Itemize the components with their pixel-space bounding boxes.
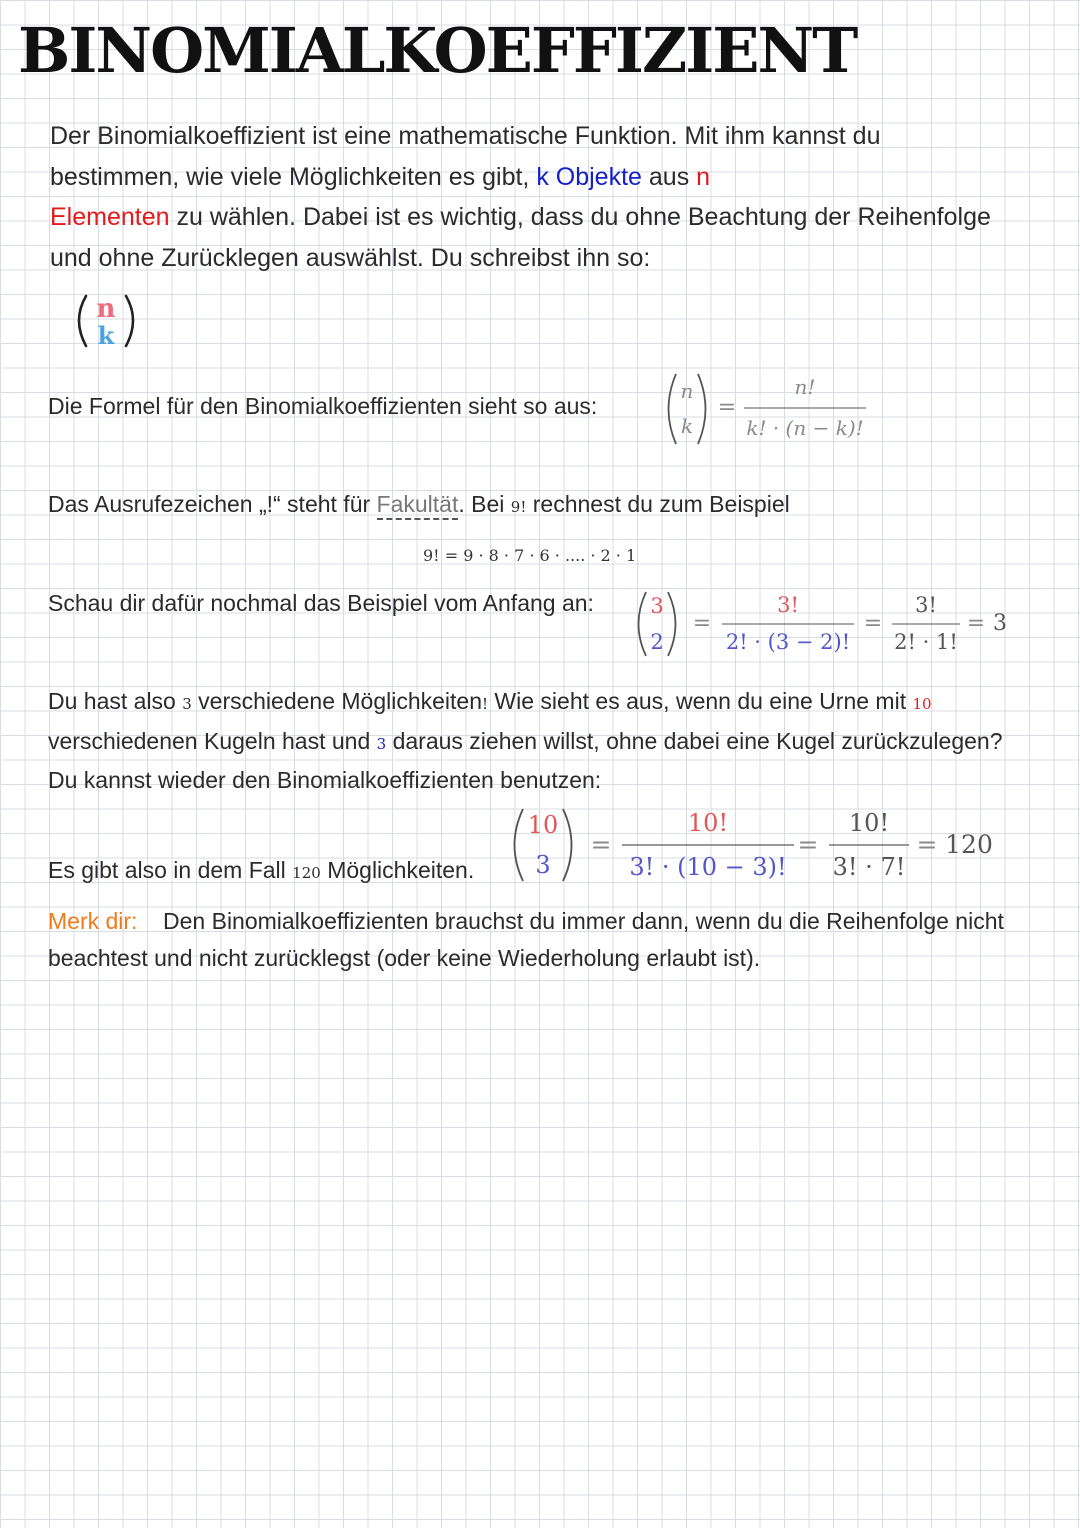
handwritten-binomial	[70, 290, 145, 354]
formula-equals: =	[717, 395, 737, 420]
note-paragraph	[48, 903, 1038, 976]
elements-highlight: Elementen	[50, 203, 170, 231]
urn-bang: !	[482, 695, 489, 713]
formula-denominator: k! · (n − k)!	[746, 416, 864, 440]
ex2-num2: 10!	[848, 809, 890, 837]
ex2-top: 10	[527, 811, 559, 839]
factorial-line	[48, 491, 790, 518]
factorial-example: 9!	[510, 498, 527, 516]
result-text-2: Möglichkeiten.	[320, 857, 475, 883]
ex1-result: 3	[993, 611, 1007, 636]
n-highlight: n	[696, 162, 711, 191]
intro-paragraph	[50, 116, 1010, 278]
result-text-1: Es gibt also in dem Fall	[48, 857, 293, 883]
note-label: Merk dir:	[48, 908, 138, 934]
binomial-formula	[660, 368, 880, 450]
fakultaet-term: Fakultät	[377, 491, 459, 520]
page-title: BINOMIALKOEFFIZIENT	[18, 14, 857, 87]
ex1-den2: 2! · 1!	[894, 630, 958, 654]
ex2-eq2: =	[797, 830, 819, 859]
urn-text-3: Wie sieht es aus, wenn du eine Urne mit	[488, 688, 913, 714]
intro-text-2: zu wählen. Dabei ist es wichtig, dass du ohne Beachtung der Reihenfolge und ohne Zurücklegen auswählst. Du schreibst ihn so:	[50, 203, 991, 272]
ex1-eq3: =	[966, 611, 986, 636]
formula-label: Die Formel für den Binomialkoeffizienten sieht so aus:	[48, 393, 598, 419]
formula-binom-bottom: k	[680, 414, 694, 438]
ex2-eq3: =	[916, 830, 938, 859]
intro-text-1: Der Binomialkoeffizient ist eine mathematische Funktion. Mit ihm kannst du bestimmen, wie viele Möglichkeiten es gibt,	[50, 122, 881, 191]
ex2-eq1: =	[590, 830, 612, 859]
urn-paragraph	[48, 683, 1038, 799]
ex1-bottom: 2	[650, 630, 664, 654]
ex2-den1: 3! · (10 − 3)!	[629, 853, 787, 881]
k-objects-highlight: k Objekte	[536, 162, 642, 191]
example1-label: Schau dir dafür nochmal das Beispiel vom Anfang an:	[48, 590, 594, 616]
urn-three: 3	[182, 695, 192, 713]
formula-binom-top: n	[680, 379, 694, 403]
ex1-num2: 3!	[915, 593, 937, 617]
urn-ten: 10	[912, 695, 932, 713]
ex1-den1: 2! · (3 − 2)!	[725, 630, 851, 654]
factorial-text-1: Das Ausrufezeichen „!“ steht für	[48, 491, 377, 517]
ex2-bottom: 3	[535, 851, 551, 879]
urn-text-5: daraus ziehen willst, ohne dabei eine Kugel zurückzulegen? Du kannst wieder den Binomialkoeffizienten benutzen:	[48, 727, 1003, 793]
factorial-text-2: . Bei	[458, 491, 511, 517]
formula-numerator: n!	[794, 375, 816, 399]
ex1-eq2: =	[863, 611, 883, 636]
urn-text-1: Du hast also	[48, 688, 183, 714]
result-line	[48, 857, 474, 884]
urn-text-2: verschiedene Möglichkeiten	[191, 688, 483, 714]
factorial-expansion: 9! = 9 · 8 · 7 · 6 · .... · 2 · 1	[423, 546, 637, 565]
ex2-den2: 3! · 7!	[832, 853, 906, 881]
urn-three-2: 3	[376, 734, 387, 753]
urn-text-4: verschiedenen Kugeln hast und	[48, 727, 377, 754]
ex1-num1: 3!	[777, 593, 799, 617]
example2-formula	[505, 803, 1005, 887]
factorial-text-3: rechnest du zum Beispiel	[526, 491, 790, 517]
handwritten-n: n	[96, 294, 116, 324]
ex1-top: 3	[650, 594, 664, 618]
ex2-result: 120	[945, 830, 993, 859]
result-value: 120	[292, 864, 321, 882]
example1-formula	[630, 586, 1010, 662]
intro-aus: aus	[641, 162, 697, 191]
note-text: Den Binomialkoeffizienten brauchst du immer dann, wenn du die Reihenfolge nicht beachtest und nicht zurücklegst (oder keine Wiederholung erlaubt ist).	[48, 908, 1011, 971]
ex1-eq1: =	[692, 611, 712, 636]
ex2-num1: 10!	[687, 809, 729, 837]
handwritten-k: k	[97, 321, 115, 350]
